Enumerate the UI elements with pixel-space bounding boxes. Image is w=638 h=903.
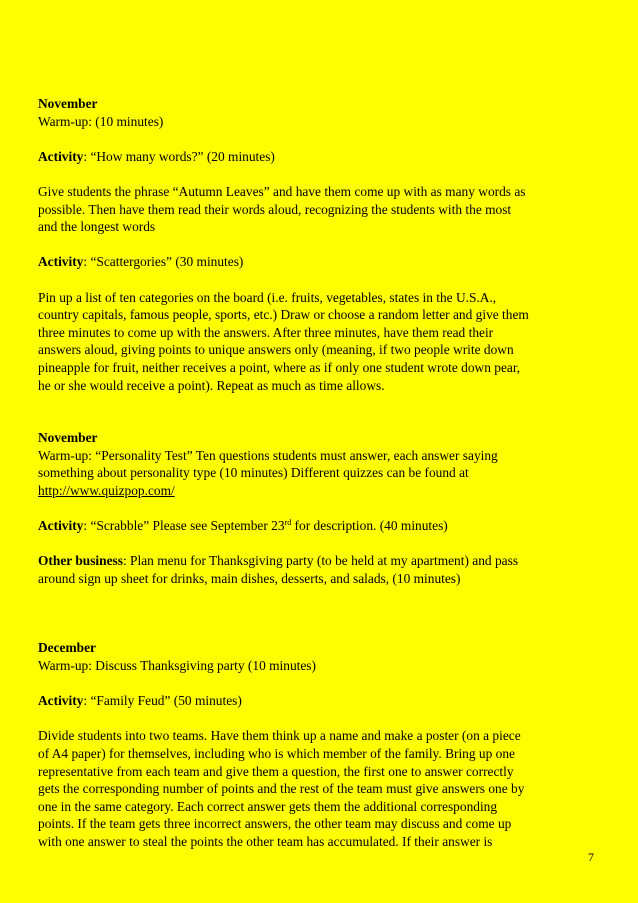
section-heading: December — [38, 640, 96, 656]
warmup-line: Warm-up: (10 minutes) — [38, 113, 164, 129]
paragraph-line: Give students the phrase “Autumn Leaves” and have them come up with as many words as — [38, 183, 526, 199]
paragraph-line: Divide students into two teams. Have them think up a name and make a poster (on a piece — [38, 728, 521, 744]
paragraph-line: with one answer to steal the points the other team has accumulated. If their answer is — [38, 833, 493, 849]
section-heading: November — [38, 430, 98, 446]
paragraph-line: he or she would receive a point). Repeat as much as time allows. — [38, 377, 385, 393]
document-body — [38, 95, 598, 851]
page-number: 7 — [588, 850, 594, 864]
activity-line: Activity: “Scattergories” (30 minutes) — [38, 254, 244, 270]
activity-line: Activity: “Scrabble” Please see September 23rd for description. (40 minutes) — [38, 518, 448, 534]
paragraph-line: possible. Then have them read their words aloud, recognizing the students with the most — [38, 201, 512, 217]
activity-line: Activity: “How many words?” (20 minutes) — [38, 148, 275, 164]
paragraph-line: of A4 paper) for themselves, including who is which member of the family. Bring up one — [38, 746, 515, 761]
section-heading: November — [38, 96, 98, 111]
warmup-line: something about personality type (10 minutes) Different quizzes can be found at — [38, 465, 469, 481]
other-business-line: Other business: Plan menu for Thanksgiving party (to be held at my apartment) and pass — [38, 553, 519, 569]
paragraph-line: answers aloud, giving points to unique answers only (meaning, if two people write down — [38, 342, 514, 358]
paragraph-line: around sign up sheet for drinks, main dishes, desserts, and salads, (10 minutes) — [38, 570, 461, 586]
paragraph-line: country capitals, famous people, sports, etc.) Draw or choose a random letter and give them — [38, 307, 529, 323]
paragraph-line: gets the corresponding number of points and the rest of the team must give answers one by — [38, 781, 525, 797]
paragraph-line: one in the same category. Each correct answer gets them the additional corresponding — [38, 798, 498, 814]
paragraph-line: Pin up a list of ten categories on the board (i.e. fruits, vegetables, states in the U.S.A., — [38, 289, 497, 305]
activity-label: Activity — [38, 518, 84, 534]
paragraph-line: three minutes to come up with the answers. After three minutes, have them read their — [38, 324, 494, 340]
paragraph-line: representative from each team and give them a question, the first one to answer correctly — [38, 763, 514, 779]
other-business-label: Other business — [38, 553, 123, 569]
paragraph-line: points. If the team gets three incorrect answers, the other team may discuss and come up — [38, 816, 512, 832]
activity-label: Activity — [38, 693, 84, 709]
paragraph-line: and the longest words — [38, 219, 156, 235]
activity-line: Activity: “Family Feud” (50 minutes) — [38, 693, 242, 709]
warmup-line: Warm-up: “Personality Test” Ten questions students must answer, each answer saying — [38, 447, 498, 463]
quizpop-link[interactable]: http://www.quizpop.com/ — [38, 482, 175, 498]
warmup-line: Warm-up: Discuss Thanksgiving party (10 minutes) — [38, 658, 316, 674]
activity-label: Activity — [38, 254, 84, 270]
activity-label: Activity — [38, 148, 84, 164]
paragraph-line: pineapple for fruit, neither receives a point, where as if only one student wrote down pear, — [38, 359, 521, 375]
